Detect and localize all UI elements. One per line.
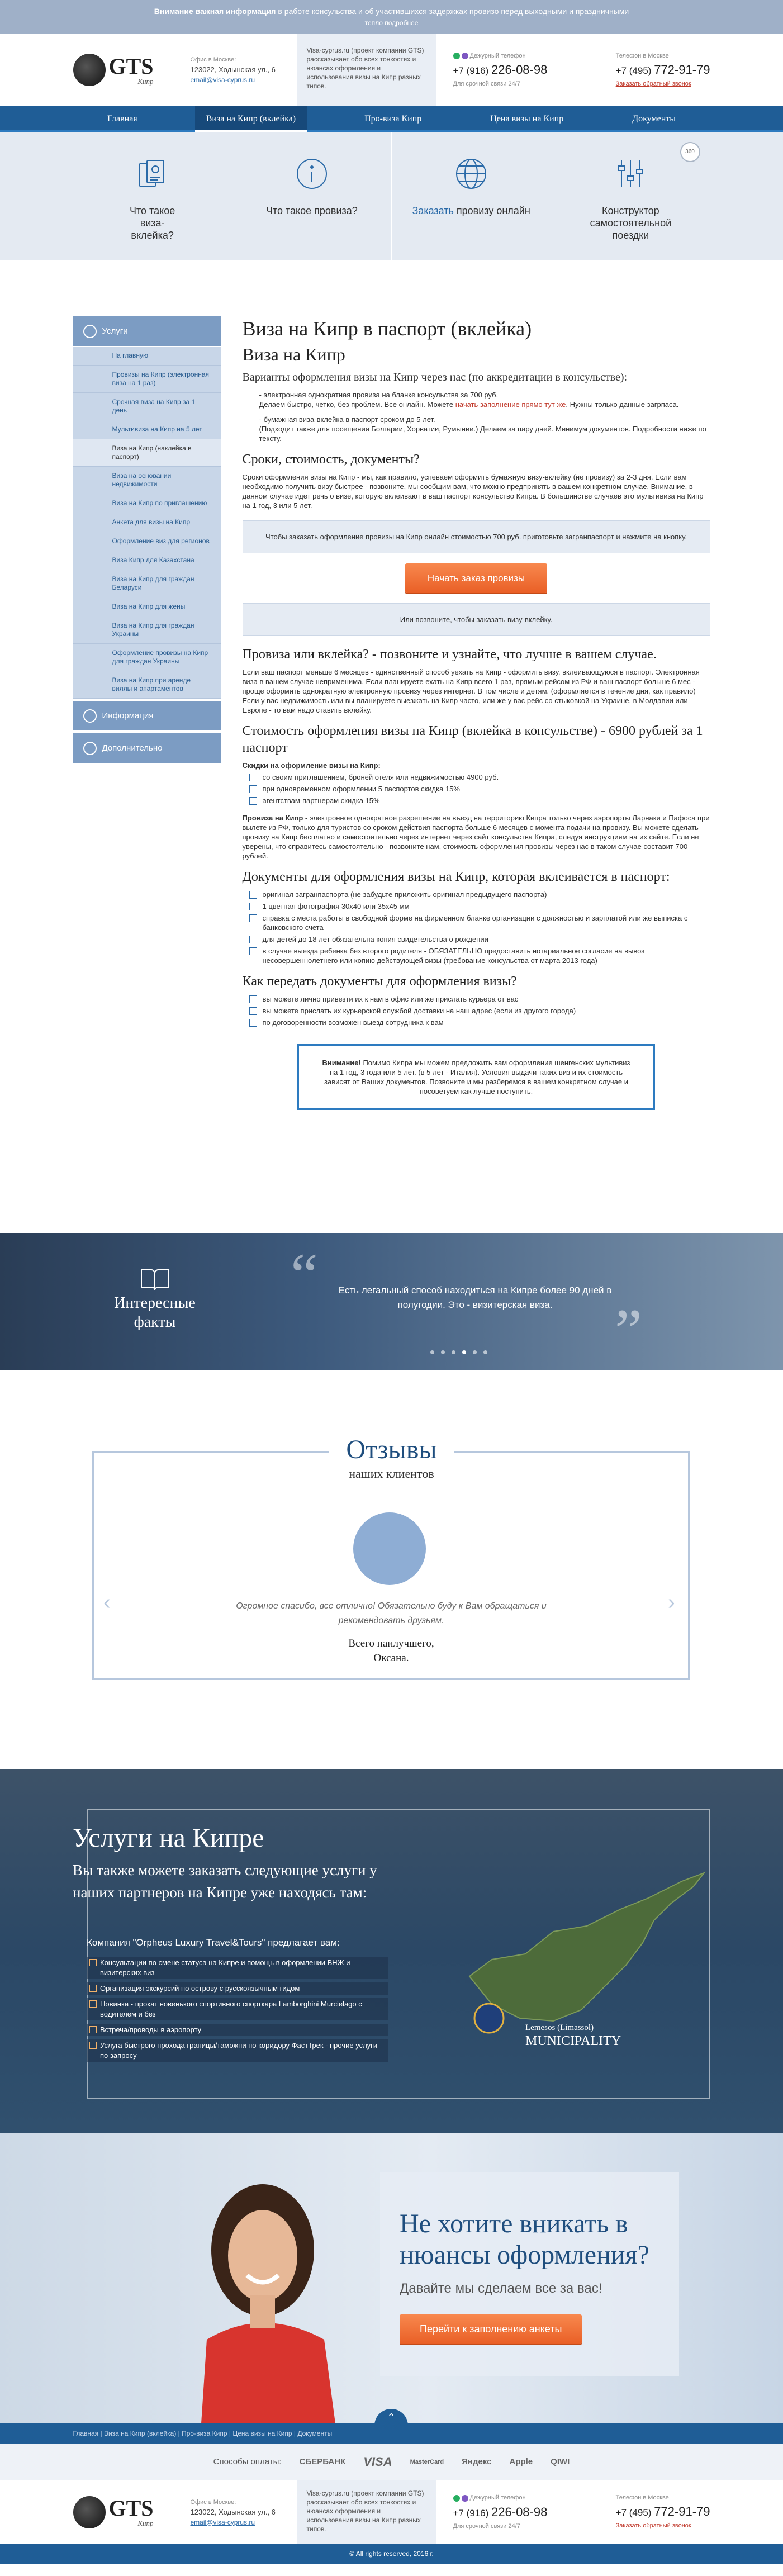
quick-what-is-provisa[interactable] <box>232 132 392 260</box>
qiwi-logo: QIWI <box>551 2457 570 2466</box>
footer-moscow-label: Телефон в Москве <box>615 2494 669 2502</box>
variants-heading: Варианты оформления визы на Кипр через нас (по аккредитации в консульстве): <box>242 371 628 383</box>
email-link[interactable]: email@visa-cyprus.ru <box>190 76 255 84</box>
office-city: Офис в Москве: <box>190 56 236 63</box>
discount-item: агентствам-партнерам скидка 15% <box>249 796 710 805</box>
partners-list <box>87 1957 388 2065</box>
partner-service-item: Услуга быстрого прохода границы/таможни по коридору ФастТрек - прочие услуги по запросу <box>87 2039 388 2062</box>
sidebar-item[interactable]: Виза на Кипр (наклейка в паспорт) <box>73 439 221 467</box>
start-order-button[interactable]: Начать заказ провизы <box>405 563 547 593</box>
which-text: Если ваш паспорт меньше 6 месяцев - единственный способ уехать на Кипр - оформить визу, вклеивающуюся в паспорт. Электронная виза в вашем случае неприменима. Если планируете ехать на Кипр всего 1 раз, прямым рейсом из РФ и ваш паспорт больше 6 мес - проще оформить однократную электронную провизу через интернет. В том числе и детям. (оформляется в течение дня, как правило) Если у вас недвижимость или вы планируете выезжать на Кипр часто, или же у вас рейс со стыковкой на Украине, в Молдавии или Европе - то вам надо ставить вклейку. <box>242 668 700 714</box>
sberbank-logo: СБЕРБАНК <box>299 2457 346 2466</box>
sidebar-extra-label: Дополнительно <box>102 743 163 753</box>
partners-company: Компания "Orpheus Luxury Travel&Tours" предлагает вам: <box>87 1937 340 1948</box>
header <box>0 34 783 106</box>
prev-arrow-icon[interactable]: ‹ <box>103 1591 111 1614</box>
discounts-title: Скидки на оформление визы на Кипр: <box>242 761 381 770</box>
note-bold: Внимание! <box>322 1059 361 1067</box>
quick-label-sticker: Что такое виза-вклейка? <box>130 205 175 241</box>
sidebar-item[interactable]: Виза на основании недвижимости <box>73 467 221 494</box>
footer-address-line: 123022, Ходынская ул., 6 <box>190 2507 276 2516</box>
reviews-section <box>0 1370 783 1769</box>
order-infobox: Чтобы заказать оформление провизы на Кипр онлайн стоимостью 700 руб. приготовьте загранпаспорт и нажмите на кнопку. <box>243 520 710 553</box>
quick-constructor[interactable] <box>551 132 710 260</box>
footer-moscow-phone <box>616 2494 710 2529</box>
delivery-item: по договоренности возможен выезд сотрудника к вам <box>249 1018 710 1027</box>
sidebar-item[interactable]: Виза на Кипр для граждан Беларуси <box>73 570 221 597</box>
logo-text: GTS <box>108 53 154 79</box>
passport-icon <box>133 154 172 193</box>
services-icon <box>83 325 97 338</box>
slider-dot[interactable] <box>441 1350 445 1354</box>
sidebar-item[interactable]: Оформление виз для регионов <box>73 532 221 551</box>
doc-item: оригинал загранпаспорта (не забудьте приложить оригинал предыдущего паспорта) <box>249 890 710 899</box>
nav-documents[interactable]: Документы <box>632 114 676 124</box>
sidebar-item[interactable]: Виза на Кипр для жены <box>73 597 221 616</box>
reviews-title: Отзывы <box>329 1434 453 1465</box>
footer-viber-icon[interactable] <box>462 2495 468 2502</box>
partner-service-item: Новинка - прокат новенького спортивного спорткара Lamborghini Murcielago с водителем и без <box>87 1998 388 2020</box>
variant-provisa-a: - электронная однократная провиза на бланке консульства за 700 руб. <box>259 391 499 399</box>
footer-globe-icon <box>73 2496 106 2528</box>
sidebar-item[interactable]: На главную <box>73 347 221 366</box>
muni-name: MUNICIPALITY <box>525 2034 621 2048</box>
footer-email-link[interactable]: email@visa-cyprus.ru <box>190 2518 255 2526</box>
visa-logo: VISA <box>363 2454 392 2469</box>
footer-duty-number[interactable]: 226-08-98 <box>491 2504 548 2519</box>
moscow-phone-code: +7 (495) <box>615 65 652 76</box>
cta-subtitle: Давайте мы сделаем все за вас! <box>400 2281 602 2296</box>
cost-heading: Стоимость оформления визы на Кипр (вклейка в консульстве) - 6900 рублей за 1 паспорт <box>242 724 703 755</box>
footer-logo-text: GTS <box>108 2496 154 2521</box>
quick-order-provisa[interactable] <box>392 132 551 260</box>
muni-city: Lemesos (Limassol) <box>525 2023 594 2032</box>
footer-links <box>0 2412 783 2444</box>
duty-phone-number[interactable]: 226-08-98 <box>491 63 548 77</box>
discounts-list <box>249 772 710 805</box>
nav-home[interactable]: Главная <box>107 114 137 124</box>
sidebar-head-extra[interactable] <box>73 733 221 763</box>
variant-sticker <box>254 415 710 443</box>
delivery-item: вы можете прислать их курьерской службой доставки на наш адрес (если из другого города) <box>249 1006 710 1016</box>
call-infobox: Или позвоните, чтобы заказать визу-вклейку. <box>243 603 710 636</box>
footer <box>0 2480 783 2544</box>
info-circle-icon <box>83 709 97 723</box>
provisa-text: - электронное однократное разрешение на въезд на территорию Кипра только через аэропорты Ларнаки и Пафоса при вылете из РФ, только для туристов со сроком действия паспорта больше 6 месяцев с момента подачи на провизу. Вы можете сделать провизу на Кипр бесплатно и самостоятельно через интернет через сайт консульства Кипра, следуя инструкциям на их сайте. Если не уверены, что справитесь самостоятельно - позвоните нам, стоимость оформления провизы через нас в таком случае составит 700 рублей. <box>242 814 710 860</box>
docs-heading: Документы для оформления визы на Кипр, которая вклеивается в паспорт: <box>242 870 670 884</box>
quick-what-is-sticker[interactable] <box>73 132 232 260</box>
how-list <box>249 994 710 1027</box>
provisa-bold: Провиза на Кипр <box>242 814 303 822</box>
whatsapp-icon[interactable] <box>453 53 460 59</box>
how-heading: Как передать документы для оформления визы? <box>242 974 517 989</box>
sidebar-item[interactable]: Анкета для визы на Кипр <box>73 513 221 532</box>
globe-icon <box>452 154 491 193</box>
doc-item: для детей до 18 лет обязательна копия свидетельства о рождении <box>249 934 710 944</box>
payment-methods <box>0 2444 783 2480</box>
partner-service-item: Встреча/проводы в аэропорту <box>87 2024 388 2036</box>
notice-text: в работе консульства и об участившихся задержках провизо перед выходными и праздничными <box>276 7 629 16</box>
footer-duty-phone <box>453 2494 548 2529</box>
partners-section <box>0 1769 783 2133</box>
slider-dot[interactable] <box>430 1350 434 1354</box>
facts-text: Есть легальный способ находиться на Кипре более 90 дней в полугодии. Это - визитерская виза. <box>338 1285 612 1310</box>
facts-title: Интересные факты <box>114 1294 196 1331</box>
main-nav <box>0 106 783 132</box>
review-text: Огромное спасибо, все отлично! Обязательно буду к Вам обращаться и рекомендовать друзьям. <box>236 1601 547 1625</box>
slider-dot[interactable] <box>483 1350 487 1354</box>
reviews-subtitle: наших клиентов <box>349 1467 434 1481</box>
facts-heading <box>107 1266 202 1332</box>
doc-item: в случае выезда ребенка без второго родителя - ОБЯЗАТЕЛЬНО предоставить нотариальное согласие на вывоз несовершеннолетнего или копию действующей визы (требование консульства от марта 2013 года) <box>249 946 710 965</box>
nav-price[interactable]: Цена визы на Кипр <box>490 114 564 124</box>
variant-sticker-a: - бумажная виза-вклейка в паспорт сроком до 5 лет. <box>259 415 435 424</box>
footer-moscow-number[interactable]: 772-91-79 <box>654 2504 710 2519</box>
partners-lead: Вы также можете заказать следующие услуги у наших партнеров на Кипре уже находясь там: <box>73 1862 377 1901</box>
slider-dot[interactable] <box>473 1350 477 1354</box>
duty-phone-code: +7 (916) <box>453 65 489 77</box>
moscow-phone-label: Телефон в Москве <box>615 52 669 59</box>
quick-label-constructor: Конструктор самостоятельной поездки <box>590 205 672 241</box>
footer-address <box>185 2497 297 2527</box>
partner-service-item: Организация экскурсий по острову с русскоязычным гидом <box>87 1982 388 1995</box>
moscow-phone-number[interactable]: 772-91-79 <box>654 62 710 77</box>
start-filling-link[interactable]: начать заполнение прямо тут же <box>455 400 566 409</box>
footer-crumbs[interactable]: Главная | Виза на Кипр (вклейка) | Про-виза Кипр | Цена визы на Кипр | Документы <box>73 2430 333 2437</box>
variant-provisa-b: Делаем быстро, четко, без проблем. Все онлайн. Можете <box>259 400 455 409</box>
badge-360[interactable]: 360 <box>680 142 700 162</box>
footer-whatsapp-icon[interactable] <box>453 2495 460 2502</box>
sidebar-services-label: Услуги <box>102 326 128 336</box>
doc-item: 1 цветная фотография 30х40 или 35х45 мм <box>249 902 710 911</box>
discount-item: при одновременном оформлении 5 паспортов скидка 15% <box>249 784 710 794</box>
sidebar-item[interactable]: Виза на Кипр для граждан Украины <box>73 616 221 644</box>
nav-provisa[interactable]: Про-виза Кипр <box>364 114 422 124</box>
footer-city: Офис в Москве: <box>190 2498 236 2506</box>
moscow-phone <box>616 53 710 87</box>
open-quote-icon: “ <box>291 1241 318 1309</box>
apple-logo: Apple <box>509 2457 533 2466</box>
logo-sub: Кипр <box>137 77 154 86</box>
site-logo[interactable] <box>73 54 185 86</box>
woman-photo <box>156 2155 369 2423</box>
footer-about: Visa-cyprus.ru (проект компании GTS) рассказывает обо всех тонкостях и нюансах оформления и использования визы на Кипр разных типов. <box>297 2480 436 2544</box>
yandex-logo: Яндекс <box>462 2457 492 2466</box>
next-arrow-icon[interactable]: › <box>668 1591 675 1614</box>
pay-label: Способы оплаты: <box>213 2457 282 2466</box>
delivery-item: вы можете лично привезти их к нам в офис или же прислать курьера от вас <box>249 994 710 1004</box>
variant-sticker-b: (Подходит также для посещения Болгарии, Хорватии, Румынии.) Делаем за пару дней. Минимум документов. Подробности ниже по тексту. <box>259 425 706 443</box>
copyright: © All rights reserved, 2016 г. <box>0 2544 783 2564</box>
notice-more[interactable]: тепло подробнее <box>364 19 419 27</box>
book-icon <box>139 1266 170 1292</box>
content-section <box>0 260 783 1233</box>
quick-label-order-rest: провизу онлайн <box>456 205 530 216</box>
sliders-icon <box>611 154 650 193</box>
facts-slider <box>0 1233 783 1370</box>
sidebar <box>73 316 221 1110</box>
globe-icon <box>73 54 106 86</box>
doc-item: справка с места работы в свободной форме на фирменном бланке организации с должностью и зарплатой или же выписка с банковского счета <box>249 913 710 932</box>
slider-dot[interactable] <box>462 1350 466 1354</box>
callback-link[interactable]: Заказать обратный звонок <box>615 80 691 87</box>
nav-visa-sticker[interactable]: Виза на Кипр (вклейка) <box>195 106 307 132</box>
partners-title: Услуги на Кипре <box>73 1823 264 1853</box>
attention-note <box>297 1044 655 1110</box>
duty-phone <box>453 53 548 87</box>
footer-duty-code: +7 (916) <box>453 2507 489 2518</box>
cta-box <box>380 2172 679 2376</box>
municipality-label <box>525 2021 621 2048</box>
about-text: Visa-cyprus.ru (проект компании GTS) рассказывает обо всех тонкостях и нюансах оформления и использования визы на Кипр разных типов. <box>297 34 436 106</box>
cta-title: Не хотите вникать в нюансы оформления? <box>400 2209 649 2270</box>
variant-provisa <box>254 390 710 409</box>
note-text: Помимо Кипра мы можем предложить вам оформление шенгенских мультивиз на 1 год, 3 года или 5 лет. (в 5 лет - Италия). Условия выдачи таких виз и их стоимость зависят от Ваших документов. Позвоните и мы разберемся в вашем конкретном случае и посоветуем как лучше поступить. <box>324 1059 630 1095</box>
avatar <box>353 1512 426 1585</box>
duty-phone-sub: Для срочной связи 24/7 <box>453 80 520 88</box>
footer-moscow-code: +7 (495) <box>615 2507 652 2518</box>
sidebar-item[interactable]: Виза на Кипр по приглашению <box>73 494 221 513</box>
review-sign1: Всего наилучшего, <box>348 1638 434 1649</box>
notice-bold: Внимание важная информация <box>154 7 276 16</box>
footer-logo[interactable] <box>73 2496 185 2528</box>
plus-circle-icon <box>83 742 97 755</box>
terms-heading: Сроки, стоимость, документы? <box>242 452 420 467</box>
sidebar-head-info[interactable] <box>73 701 221 731</box>
address-line: 123022, Ходынская ул., 6 <box>190 65 276 74</box>
quick-label-order: Заказать <box>412 205 454 216</box>
questionnaire-button[interactable]: Перейти к заполнению анкеты <box>400 2314 582 2344</box>
main-article <box>221 316 710 1110</box>
discount-item: со своим приглашением, броней отеля или недвижимостью 4900 руб. <box>249 772 710 782</box>
sidebar-item[interactable]: Провизы на Кипр (электронная виза на 1 раз) <box>73 366 221 393</box>
docs-list <box>249 890 710 965</box>
variant-provisa-c: . Нужны только данные загрпаса. <box>566 400 679 409</box>
top-notice[interactable] <box>0 0 783 34</box>
sidebar-item[interactable]: Виза Кипр для Казахстана <box>73 551 221 570</box>
which-heading: Провиза или вклейка? - позвоните и узнайте, что лучше в вашем случае. <box>242 647 657 662</box>
footer-duty-label: Дежурный телефон <box>469 2494 526 2502</box>
viber-icon[interactable] <box>462 53 468 59</box>
sidebar-list <box>73 347 221 699</box>
footer-callback-link[interactable]: Заказать обратный звонок <box>615 2522 691 2530</box>
slider-dot[interactable] <box>452 1350 455 1354</box>
page-subtitle: Виза на Кипр <box>242 344 345 364</box>
sidebar-item[interactable]: Срочная виза на Кипр за 1 день <box>73 393 221 420</box>
office-address <box>185 55 297 85</box>
scroll-up-icon[interactable]: ⌃ <box>374 2409 408 2429</box>
footer-duty-sub: Для срочной связи 24/7 <box>453 2522 520 2530</box>
sidebar-head-services[interactable] <box>73 316 221 347</box>
duty-phone-label: Дежурный телефон <box>469 52 526 59</box>
cta-section <box>0 2133 783 2423</box>
footer-logo-sub: Кипр <box>137 2519 154 2527</box>
sidebar-info-label: Информация <box>102 710 154 720</box>
review-sign2: Оксана. <box>373 1652 409 1664</box>
page-title: Виза на Кипр в паспорт (вклейка) <box>242 317 532 340</box>
close-quote-icon: ” <box>615 1297 642 1365</box>
sidebar-item[interactable]: Мультивиза на Кипр на 5 лет <box>73 420 221 439</box>
slider-dots <box>430 1350 487 1354</box>
terms-text: Сроки оформления визы на Кипр - мы, как правило, успеваем оформить бумажную визу-вклейку (не провизу) за 2-3 дня. Если вам необходимо получить визу быстрее - позвоните, мы сообщим вам, что можно предпринять в вашем конкретном случае. Внимание, в данном случае идет речь о визе, которую вклеивают в ваш паспорт консульство Кипра. В большинстве случаев это мультивиза на Кипр на 1 год, 3 или 5 лет. <box>242 473 704 510</box>
quick-links <box>0 132 783 260</box>
sidebar-item[interactable]: Оформление провизы на Кипр для граждан Украины <box>73 644 221 671</box>
sidebar-item[interactable]: Виза на Кипр при аренде виллы и апартаментов <box>73 671 221 699</box>
quick-label-provisa: Что такое провиза? <box>265 205 358 216</box>
partner-service-item: Консультации по смене статуса на Кипре и помощь в оформлении ВНЖ и визитерских виз <box>87 1957 388 1979</box>
info-icon <box>292 154 331 193</box>
mastercard-logo: MasterCard <box>410 2458 444 2465</box>
